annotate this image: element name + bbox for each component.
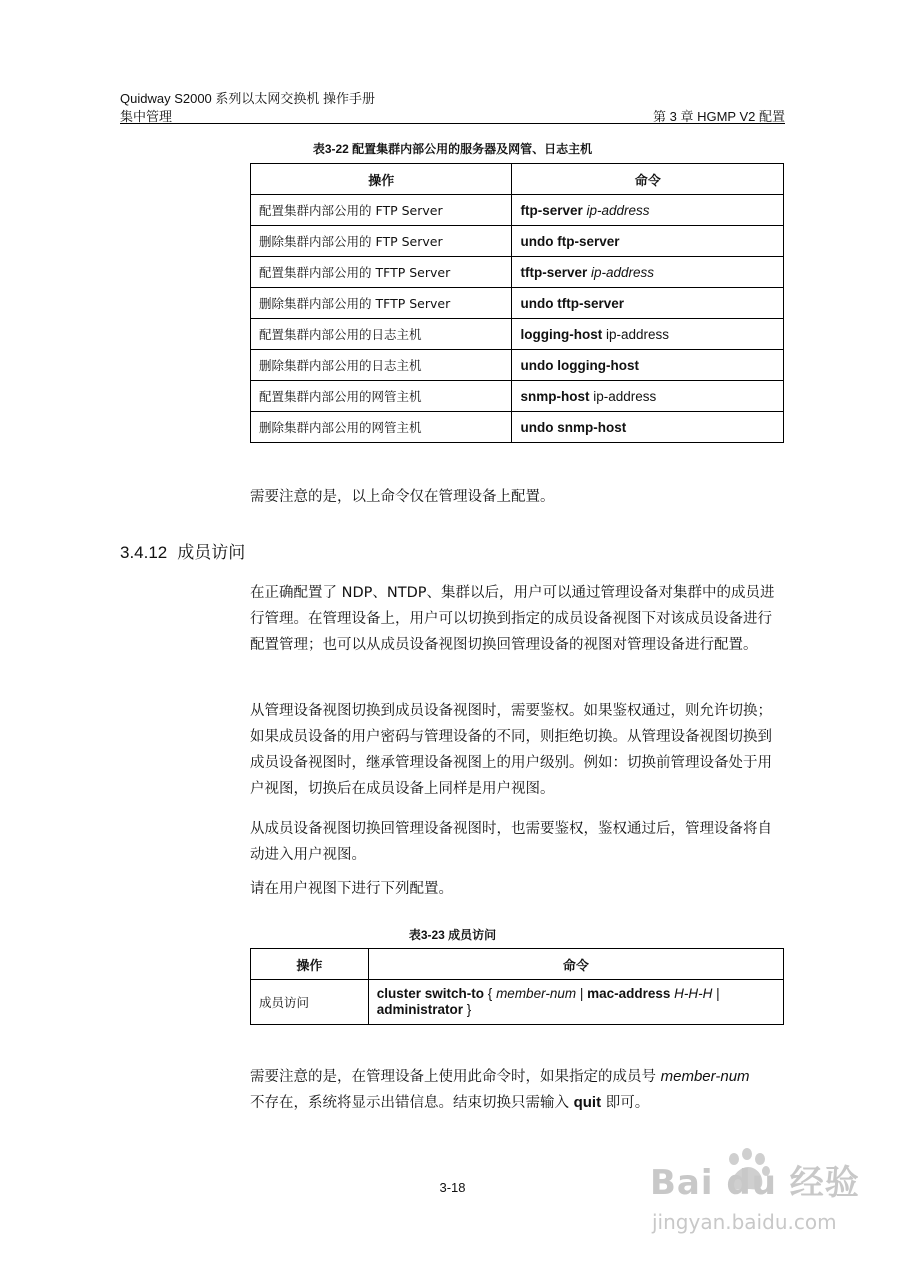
- cmd-cluster-switch-to: cluster switch-to: [376, 986, 485, 1001]
- watermark-url: jingyan.baidu.com: [652, 1210, 837, 1234]
- note2-cmd: quit: [573, 1094, 602, 1111]
- table2-caption: 表3-23 成员访问: [408, 928, 497, 942]
- table2-header-op: 操作: [251, 949, 369, 980]
- cmd-administrator: administrator: [376, 1002, 464, 1017]
- table2-cmd-cell: [368, 980, 783, 1025]
- command-keyword: undo tftp-server: [520, 295, 624, 311]
- note-config-location: 需要注意的是，以上命令仅在管理设备上配置。: [250, 489, 555, 505]
- arg-member-num: member-num: [496, 986, 577, 1001]
- table1-cmd-cell: [512, 381, 784, 412]
- cmd-sep: }: [463, 1002, 472, 1017]
- table-row: [251, 319, 784, 350]
- section-title: 成员访问: [177, 543, 246, 562]
- table-row: [251, 288, 784, 319]
- command-argument: ip-address: [586, 202, 650, 218]
- cmd-mac-address: mac-address: [587, 986, 671, 1001]
- table1-header-op: 操作: [251, 164, 512, 195]
- note2-text3: 即可。: [601, 1095, 650, 1111]
- header-chapter-section: 集中管理: [120, 109, 173, 124]
- table-row: [251, 980, 784, 1025]
- table-row: [251, 226, 784, 257]
- table2-op-cell: 成员访问: [251, 980, 369, 1025]
- cmd-sep: |: [712, 986, 720, 1001]
- note2-text1: 需要注意的是，在管理设备上使用此命令时，如果指定的成员号: [250, 1069, 661, 1085]
- arg-hhh: H-H-H: [674, 986, 713, 1001]
- table1-op-cell: 配置集群内部公用的网管主机: [251, 381, 512, 412]
- command-keyword: undo snmp-host: [520, 419, 627, 435]
- watermark: [650, 1155, 860, 1234]
- paragraph-intro: 在正确配置了 NDP、NTDP、集群以后，用户可以通过管理设备对集群中的成员进行管理。在管理设备上，用户可以切换到指定的成员设备视图下对该成员设备进行配置管理；也可以从成员设备视图切换回管理设备的视图对管理设备进行配置。: [250, 585, 775, 653]
- paragraph-switch-back: 从成员设备视图切换回管理设备视图时，也需要鉴权，鉴权通过后，管理设备将自动进入用户视图。: [250, 821, 772, 863]
- table1-op-cell: 配置集群内部公用的 FTP Server: [251, 195, 512, 226]
- table1-op-cell: 删除集群内部公用的 TFTP Server: [251, 288, 512, 319]
- table1-cmd-cell: [512, 319, 784, 350]
- table1-op-cell: 删除集群内部公用的 FTP Server: [251, 226, 512, 257]
- cmd-sep: {: [484, 986, 497, 1001]
- table1-cmd-cell: [512, 226, 784, 257]
- table1-op-cell: 删除集群内部公用的日志主机: [251, 350, 512, 381]
- command-keyword: undo logging-host: [520, 357, 639, 373]
- table2-header-cmd: 命令: [368, 949, 783, 980]
- note-member-num: [250, 1064, 785, 1116]
- paragraph-user-view: 请在用户视图下进行下列配置。: [250, 881, 453, 897]
- cmd-sep: |: [576, 986, 588, 1001]
- note2-text2: 不存在，系统将显示出错信息。结束切换只需输入: [250, 1095, 574, 1111]
- command-keyword: snmp-host: [520, 388, 590, 404]
- command-keyword: logging-host: [520, 326, 603, 342]
- command-argument: ip-address: [591, 264, 655, 280]
- table2: [250, 948, 784, 1025]
- table1-op-cell: 配置集群内部公用的 TFTP Server: [251, 257, 512, 288]
- table1-caption: 表3-22 配置集群内部公用的服务器及网管、日志主机: [312, 142, 593, 156]
- table-row: [251, 381, 784, 412]
- table1-header-cmd: 命令: [512, 164, 784, 195]
- section-number: 3.4.12: [120, 543, 168, 562]
- command-keyword: ftp-server: [520, 202, 583, 218]
- command-keyword: tftp-server: [520, 264, 588, 280]
- table-row: [251, 350, 784, 381]
- table1-op-cell: 配置集群内部公用的日志主机: [251, 319, 512, 350]
- command-argument: ip-address: [605, 326, 670, 342]
- header-title: Quidway S2000 系列以太网交换机 操作手册: [120, 91, 376, 106]
- page-number: 3-18: [439, 1180, 466, 1195]
- watermark-logo: Bai du 经验: [650, 1163, 860, 1203]
- table1-cmd-cell: [512, 257, 784, 288]
- section-heading: [120, 538, 255, 563]
- header-chapter: 第 3 章 HGMP V2 配置: [653, 109, 785, 124]
- command-keyword: undo ftp-server: [520, 233, 620, 249]
- table-row: [251, 412, 784, 443]
- header-divider: [120, 123, 785, 124]
- table1-cmd-cell: [512, 195, 784, 226]
- note2-arg: member-num: [660, 1068, 750, 1085]
- table1-cmd-cell: [512, 412, 784, 443]
- paragraph-switch-to-member: 从管理设备视图切换到成员设备视图时，需要鉴权。如果鉴权通过，则允许切换；如果成员设备的用户密码与管理设备的不同，则拒绝切换。从管理设备视图切换到成员设备视图时，继承管理设备视图上的用户级别。例如：切换前管理设备处于用户视图，切换后在成员设备上同样是用户视图。: [250, 703, 772, 797]
- command-argument: ip-address: [593, 388, 657, 404]
- table-row: [251, 195, 784, 226]
- table1: [250, 163, 784, 443]
- table1-cmd-cell: [512, 350, 784, 381]
- table-row: [251, 257, 784, 288]
- table1-cmd-cell: [512, 288, 784, 319]
- table1-op-cell: 删除集群内部公用的网管主机: [251, 412, 512, 443]
